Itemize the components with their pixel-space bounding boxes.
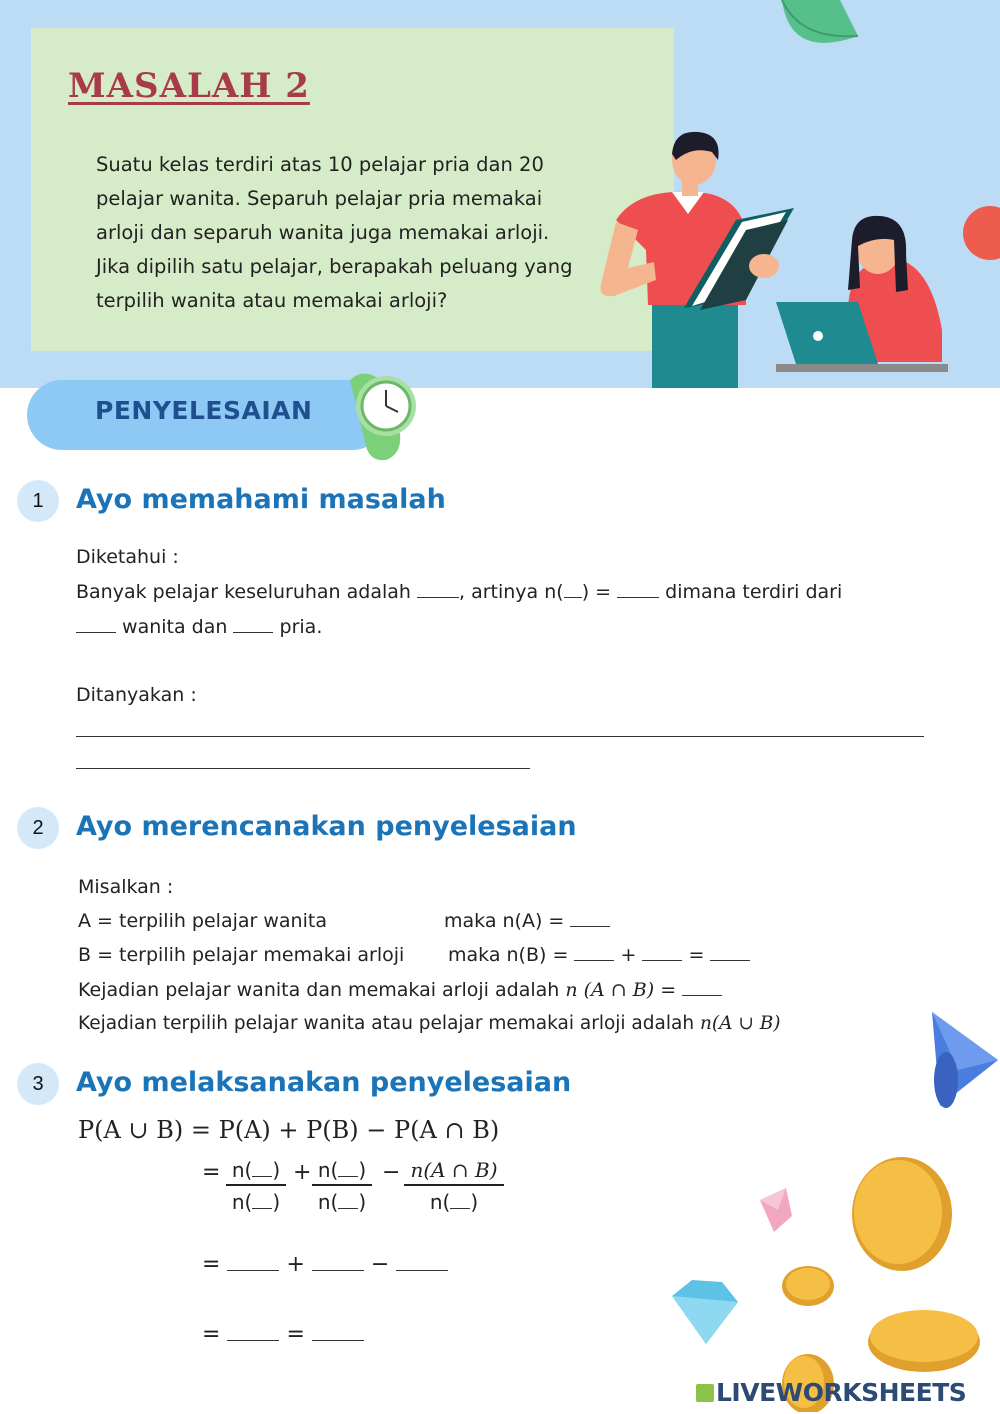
equals-sign: = (202, 1160, 221, 1185)
event-a-rhs: maka n(A) = (444, 910, 565, 932)
event-b-definition: B = terpilih pelajar memakai arloji (78, 944, 405, 966)
union-text: Kejadian terpilih pelajar wanita atau pelajar memakai arloji adalah (78, 1013, 695, 1034)
pink-gem-icon (756, 1186, 796, 1236)
plus-sign: + (620, 944, 637, 966)
blank-male[interactable] (233, 632, 273, 633)
fraction-denominator: n( ) (231, 1190, 281, 1214)
minus-sign: − (382, 1160, 401, 1185)
equals-sign: = (660, 979, 677, 1001)
blank-n-total[interactable] (617, 597, 659, 598)
problem-line: arloji dan separuh wanita juga memakai arloji. (96, 221, 550, 244)
known-line-2 (76, 616, 322, 638)
fraction-numerator: n(A ∩ B) (404, 1158, 504, 1186)
blank-n-b-total[interactable] (710, 960, 750, 961)
step-3-number: 3 (17, 1063, 59, 1105)
known-text: pria. (279, 616, 323, 638)
known-text: Banyak pelajar keseluruhan adalah (76, 581, 411, 603)
intersection-expression: n (A ∩ B) (565, 979, 655, 1001)
minus-sign: − (370, 1252, 390, 1277)
fraction-denominator: n( ) (317, 1190, 367, 1214)
known-text: wanita dan (122, 616, 228, 638)
fraction-p-a (226, 1158, 286, 1214)
equals-sign: = (688, 944, 705, 966)
problem-line: terpilih wanita atau memakai arloji? (96, 289, 448, 312)
step-2-title: Ayo merencanakan penyelesaian (76, 811, 577, 842)
plus-sign: + (293, 1160, 312, 1185)
watch-icon (340, 370, 422, 464)
equals-sign: = (286, 1322, 305, 1347)
logo-mark-icon (696, 1384, 714, 1402)
blank-sample-space[interactable] (564, 597, 582, 598)
blank-den-intersection[interactable] (450, 1208, 470, 1209)
intersection-line (78, 979, 722, 1001)
problem-text (96, 148, 596, 318)
fraction-numerator: n( ) (312, 1158, 372, 1186)
blank-den-b[interactable] (338, 1208, 358, 1209)
brand-logo (696, 1378, 966, 1407)
step-2-number: 2 (17, 807, 59, 849)
union-line (78, 1013, 781, 1034)
blank-num-b[interactable] (338, 1176, 358, 1177)
blank-term-1[interactable] (227, 1270, 279, 1271)
blank-den-a[interactable] (252, 1208, 272, 1209)
intersection-text: Kejadian pelajar wanita dan memakai arloji adalah (78, 979, 560, 1001)
coin-icon (864, 1300, 984, 1380)
problem-line: Suatu kelas terdiri atas 10 pelajar pria dan 20 (96, 153, 544, 176)
union-expression: n(A ∪ B) (699, 1013, 781, 1034)
teacher-illustration (596, 130, 950, 388)
problem-line: pelajar wanita. Separuh pelajar pria memakai (96, 187, 543, 210)
diamond-icon (666, 1276, 742, 1348)
blank-term-3[interactable] (396, 1270, 448, 1271)
result-line-1 (202, 1252, 448, 1277)
known-line-1 (76, 581, 842, 603)
blank-num-a[interactable] (252, 1176, 272, 1177)
blank-total[interactable] (417, 597, 459, 598)
fraction-p-b (312, 1158, 372, 1214)
let-label: Misalkan : (78, 876, 174, 898)
event-b-rhs: maka n(B) = (448, 944, 569, 966)
half-sphere-icon (780, 0, 860, 55)
blank-sum[interactable] (227, 1340, 279, 1341)
solution-label: PENYELESAIAN (95, 396, 313, 425)
event-b-count (448, 944, 750, 966)
blank-term-2[interactable] (312, 1270, 364, 1271)
blank-n-b-2[interactable] (642, 960, 682, 961)
problem-title: MASALAH 2 (68, 66, 310, 106)
known-text: , artinya n( (459, 581, 564, 603)
known-text: dimana terdiri dari (665, 581, 843, 603)
red-ball-icon (960, 205, 1000, 261)
known-label: Diketahui : (76, 546, 179, 568)
asked-label: Ditanyakan : (76, 684, 197, 706)
blank-n-a[interactable] (570, 926, 610, 927)
brand-text: LIVEWORKSHEETS (716, 1378, 967, 1407)
blank-n-b-1[interactable] (574, 960, 614, 961)
fraction-numerator: n( ) (226, 1158, 286, 1186)
known-text: ) = (581, 581, 612, 603)
blank-n-intersection[interactable] (682, 995, 722, 996)
answer-line-2[interactable] (76, 768, 530, 769)
cone-icon (928, 1010, 1000, 1112)
event-a-definition: A = terpilih pelajar wanita (78, 910, 327, 932)
answer-line-1[interactable] (76, 736, 924, 737)
coin-icon (846, 1152, 956, 1274)
blank-female[interactable] (76, 632, 116, 633)
problem-line: Jika dipilih satu pelajar, berapakah peluang yang (96, 255, 573, 278)
plus-sign: + (286, 1252, 305, 1277)
step-1-number: 1 (17, 480, 59, 522)
equals-sign: = (202, 1252, 221, 1277)
step-1-title: Ayo memahami masalah (76, 484, 446, 515)
fraction-p-intersection (404, 1158, 504, 1214)
fraction-denominator: n( ) (429, 1190, 479, 1214)
blank-final-answer[interactable] (312, 1340, 364, 1341)
equals-sign: = (202, 1322, 221, 1347)
result-line-2 (202, 1322, 364, 1347)
step-3-title: Ayo melaksanakan penyelesaian (76, 1067, 572, 1098)
coin-icon (780, 1264, 836, 1310)
event-a-count (444, 910, 610, 932)
union-probability-formula: P(A ∪ B) = P(A) + P(B) − P(A ∩ B) (78, 1116, 500, 1144)
